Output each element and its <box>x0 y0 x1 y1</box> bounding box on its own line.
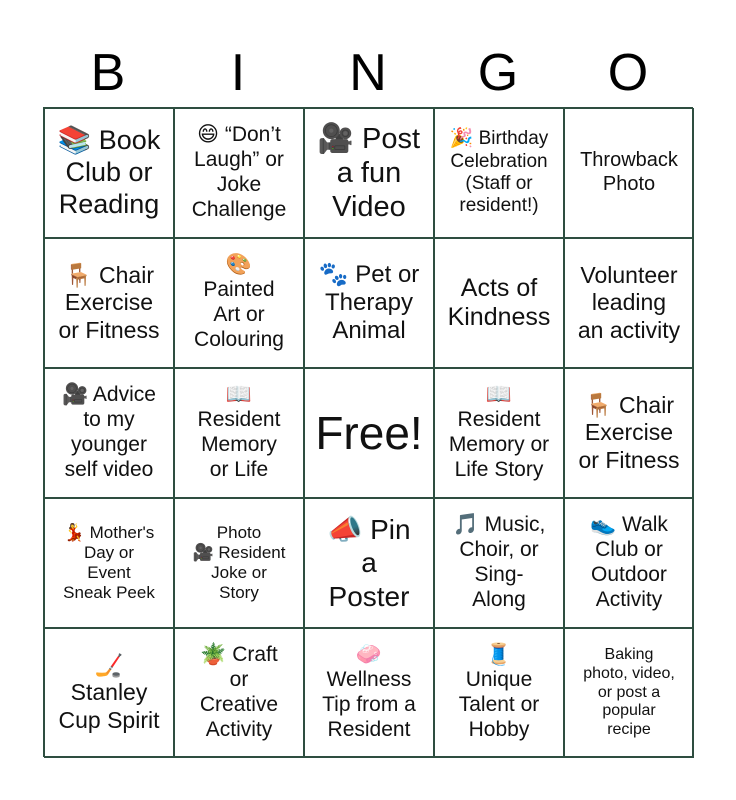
cell-label: 🎥 Post a fun Video <box>317 122 421 224</box>
cell-label: Baking photo, video, or post a popular recipe <box>583 645 675 739</box>
cell-label: Acts of Kindness <box>447 273 551 331</box>
cell-label: 👟 Walk Club or Outdoor Activity <box>590 513 668 611</box>
bingo-cell[interactable] <box>434 368 564 498</box>
cell-label: 📚 Book Club or Reading <box>57 125 161 219</box>
bingo-cell[interactable] <box>304 628 434 758</box>
cell-label: 🎥 Advice to my younger self video <box>62 383 156 481</box>
cell-label: 🪴 Craft or Creative Activity <box>199 643 279 741</box>
header-letter-i: I <box>230 44 246 102</box>
bingo-cell[interactable] <box>44 628 174 758</box>
bingo-cell[interactable] <box>174 628 304 758</box>
header-letter-o: O <box>607 44 649 102</box>
bingo-cell[interactable] <box>564 628 694 758</box>
cell-label: 🧼 Wellness Tip from a Resident <box>322 643 416 741</box>
bingo-cell[interactable] <box>44 368 174 498</box>
cell-label: Volunteer leading an activity <box>577 262 681 343</box>
cell-label: Throwback Photo <box>580 149 678 195</box>
bingo-header <box>43 40 693 106</box>
cell-label: 😄 “Don’t Laugh” or Joke Challenge <box>191 123 287 221</box>
bingo-cell[interactable] <box>564 498 694 628</box>
bingo-cell[interactable] <box>174 238 304 368</box>
cell-label: 🪑 Chair Exercise or Fitness <box>58 262 160 343</box>
cell-label: 📖 Resident Memory or Life <box>197 383 281 481</box>
header-letter-n: N <box>349 44 387 102</box>
cell-label: 📖 Resident Memory or Life Story <box>448 383 550 481</box>
cell-label: Photo 🎥 Resident Joke or Story <box>192 522 286 603</box>
bingo-cell[interactable] <box>44 108 174 238</box>
bingo-cell[interactable] <box>434 238 564 368</box>
cell-label: 📣 Pin a Poster <box>327 514 411 612</box>
bingo-cell[interactable] <box>304 108 434 238</box>
cell-label: 🧵 Unique Talent or Hobby <box>458 643 540 741</box>
cell-label: Free! <box>315 406 423 459</box>
bingo-cell[interactable] <box>44 238 174 368</box>
bingo-cell[interactable] <box>434 628 564 758</box>
cell-label: 💃 Mother's Day or Event Sneak Peek <box>63 522 155 603</box>
bingo-cell[interactable] <box>564 108 694 238</box>
bingo-cell[interactable] <box>174 368 304 498</box>
bingo-cell[interactable] <box>564 238 694 368</box>
cell-label: 🪑 Chair Exercise or Fitness <box>578 392 680 473</box>
cell-label: 🎨 Painted Art or Colouring <box>194 253 284 351</box>
bingo-cell[interactable] <box>434 108 564 238</box>
header-letter-b: B <box>90 44 126 102</box>
bingo-cell[interactable] <box>434 498 564 628</box>
bingo-cell[interactable] <box>174 108 304 238</box>
bingo-cell[interactable] <box>174 498 304 628</box>
cell-label: 🎉 Birthday Celebration (Staff or resident!) <box>449 128 549 217</box>
bingo-cell[interactable] <box>304 238 434 368</box>
bingo-cell[interactable] <box>564 368 694 498</box>
bingo-cell[interactable] <box>44 498 174 628</box>
cell-label: 🐾 Pet or Therapy Animal <box>318 260 420 345</box>
bingo-board <box>43 107 693 757</box>
cell-label: 🎵 Music, Choir, or Sing- Along <box>452 513 546 611</box>
header-letter-g: G <box>477 44 519 102</box>
free-space-cell[interactable] <box>304 368 434 498</box>
cell-label: 🏒 Stanley Cup Spirit <box>58 652 160 733</box>
bingo-cell[interactable] <box>304 498 434 628</box>
